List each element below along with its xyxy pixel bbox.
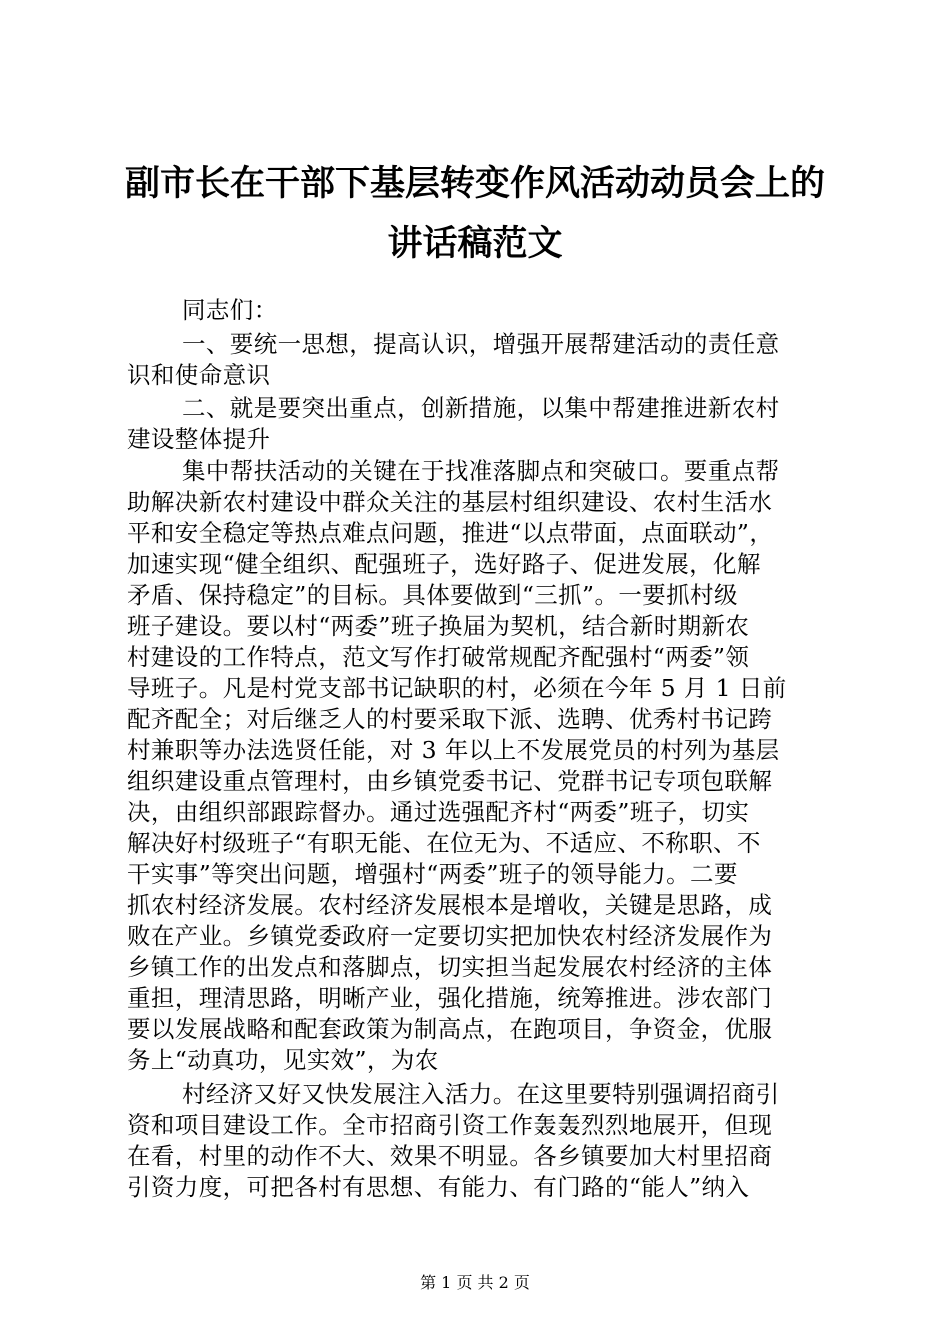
body-line: 解决好村级班子“有职无能、在位无为、不适应、不称职、不 [127, 829, 761, 857]
body-line: 矛盾、保持稳定”的目标。具体要做到“三抓”。一要抓村级 [127, 581, 738, 609]
document-title-line-1: 副市长在干部下基层转变作风活动动员会上的 [124, 164, 825, 204]
body-line: 要以发展战略和配套政策为制高点，在跑项目，争资金，优服 [127, 1015, 773, 1043]
body-line: 一、要统一思想，提高认识，增强开展帮建活动的责任意 [182, 330, 780, 358]
body-line: 在看，村里的动作不大、效果不明显。各乡镇要加大村里招商 [127, 1142, 773, 1170]
body-line: 配齐配全；对后继乏人的村要采取下派、选聘、优秀村书记跨 [127, 705, 773, 733]
body-line: 决，由组织部跟踪督办。通过选强配齐村“两委”班子，切实 [127, 798, 750, 826]
body-line: 重担，理清思路，明晰产业，强化措施，统筹推进。涉农部门 [127, 984, 773, 1012]
body-line: 资和项目建设工作。全市招商引资工作轰轰烈烈地展开，但现 [127, 1111, 773, 1139]
body-line: 平和安全稳定等热点难点问题，推进“以点带面，点面联动”， [127, 519, 774, 547]
body-line: 乡镇工作的出发点和落脚点，切实担当起发展农村经济的主体 [127, 953, 773, 981]
body-line: 抓农村经济发展。农村经济发展根本是增收，关键是思路，成 [127, 891, 773, 919]
body-line: 干实事”等突出问题，增强村“两委”班子的领导能力。二要 [127, 860, 738, 888]
page-number-footer: 第 1 页 共 2 页 [420, 1273, 530, 1292]
body-line: 二、就是要突出重点，创新措施，以集中帮建推进新农村 [182, 394, 780, 422]
body-line: 村建设的工作特点，范文写作打破常规配齐配强村“两委”领 [127, 643, 750, 671]
body-line: 班子建设。要以村“两委”班子换届为契机，结合新时期新农 [127, 612, 750, 640]
body-line: 加速实现“健全组织、配强班子，选好路子、促进发展，化解 [127, 550, 761, 578]
body-line: 村经济又好又快发展注入活力。在这里要特别强调招商引 [182, 1080, 780, 1108]
body-line: 导班子。凡是村党支部书记缺职的村，必须在今年 5 月 1 日前 [127, 674, 787, 702]
body-line: 集中帮扶活动的关键在于找准落脚点和突破口。要重点帮 [182, 457, 780, 485]
body-line: 组织建设重点管理村，由乡镇党委书记、党群书记专项包联解 [127, 767, 773, 795]
body-line: 同志们： [182, 296, 278, 324]
body-line: 助解决新农村建设中群众关注的基层村组织建设、农村生活水 [127, 488, 773, 516]
body-line: 败在产业。乡镇党委政府一定要切实把加快农村经济发展作为 [127, 922, 773, 950]
body-line: 引资力度，可把各村有思想、有能力、有门路的“能人”纳入 [127, 1173, 750, 1201]
body-line: 务上“动真功，见实效”，为农 [127, 1046, 439, 1074]
body-line: 建设整体提升 [127, 425, 271, 453]
body-line: 识和使命意识 [127, 361, 271, 389]
body-line: 村兼职等办法选贤任能，对 3 年以上不发展党员的村列为基层 [127, 736, 780, 764]
document-title-line-2: 讲话稿范文 [387, 224, 563, 264]
